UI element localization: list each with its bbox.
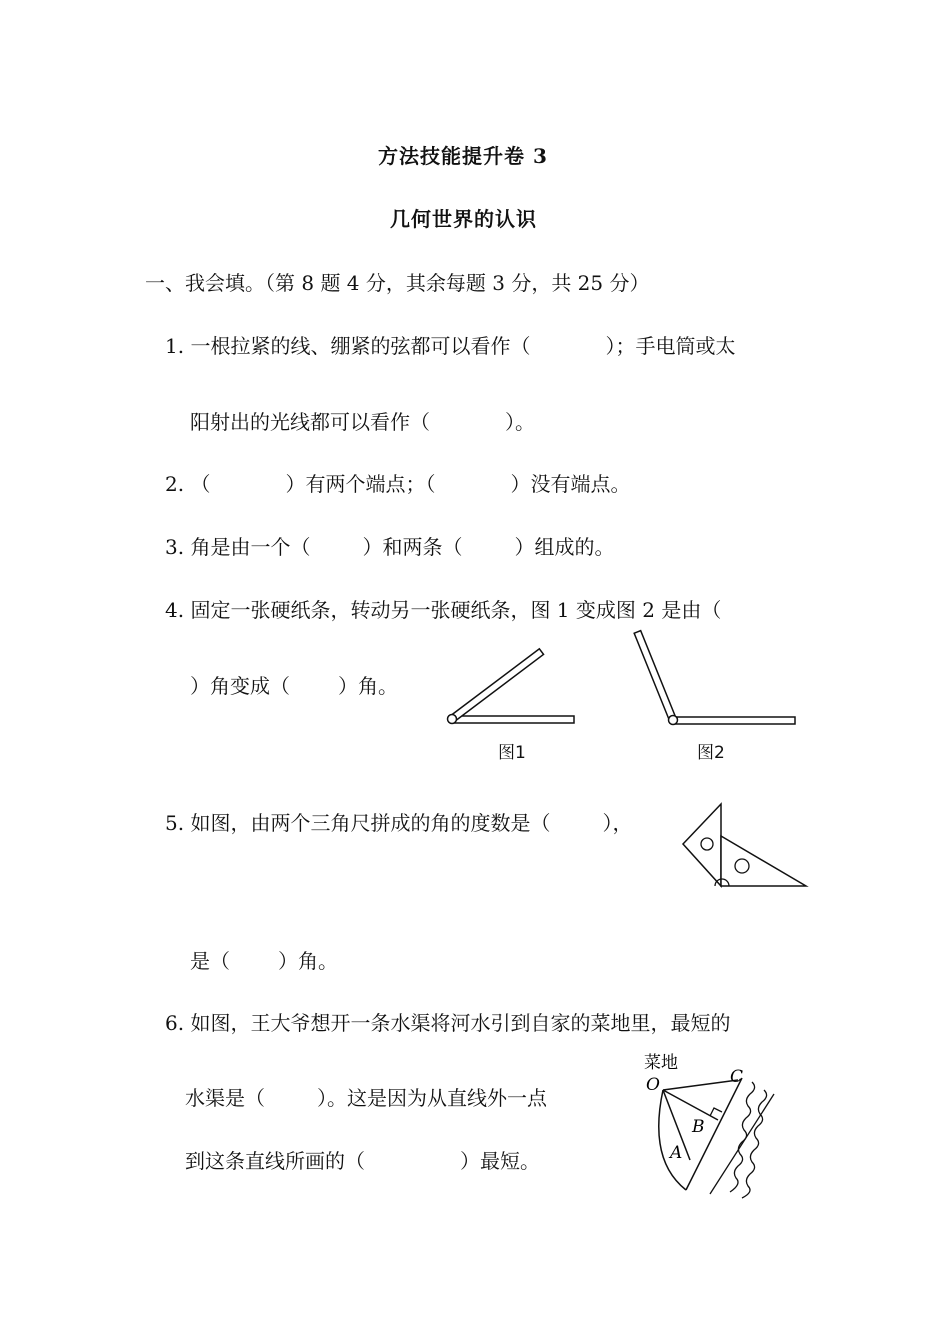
q5-text-c: 是（	[190, 949, 230, 973]
q2-text-c: ）没有端点。	[510, 472, 631, 496]
question-6-line3	[185, 1145, 540, 1174]
q6-text-b: ）。这是因为从直线外一点	[317, 1086, 547, 1110]
field-river-figure	[630, 1050, 780, 1200]
page-title: 方法技能提升卷 3	[378, 144, 548, 168]
q3-text-b: ）和两条（	[362, 535, 463, 559]
point-b-label: B	[692, 1117, 705, 1137]
question-5-line1	[165, 807, 632, 836]
q6-text-a: 水渠是（	[185, 1086, 265, 1110]
question-6-line2	[185, 1082, 547, 1111]
q5-text-b: ），	[602, 811, 633, 835]
q3-text-c: ）组成的。	[514, 535, 615, 559]
q4-text-a: ）角变成（	[190, 674, 290, 698]
section-heading: 一、我会填。（第 8 题 4 分，其余每题 3 分，共 25 分）	[145, 271, 650, 295]
figure-2-label: 图2	[697, 743, 725, 763]
figure-title-text: 菜地	[644, 1053, 678, 1073]
question-4-line1: 4. 固定一张硬纸条，转动另一张硬纸条，图 1 变成图 2 是由（	[165, 598, 722, 622]
set-squares-figure	[680, 800, 810, 890]
question-5-line2	[190, 945, 338, 974]
point-a-label: A	[670, 1143, 683, 1163]
figure-2-angle	[625, 628, 805, 738]
q3-text-a: 3. 角是由一个（	[165, 535, 311, 559]
question-2	[165, 468, 630, 497]
q5-text-d: ）角。	[278, 949, 338, 973]
point-o-label: O	[646, 1075, 660, 1095]
question-1-line2	[190, 406, 535, 435]
figure-1-angle	[440, 655, 580, 735]
question-1-line1	[165, 330, 735, 359]
q6-text-c: 到这条直线所画的（	[185, 1149, 365, 1173]
q1-text-b: ）；手电筒或太	[605, 334, 736, 358]
page-subtitle: 几何世界的认识	[390, 207, 537, 231]
question-3	[165, 531, 614, 560]
figure-1-label: 图1	[498, 743, 526, 763]
q6-text-d: ）最短。	[460, 1149, 540, 1173]
question-6-line1: 6. 如图，王大爷想开一条水渠将河水引到自家的菜地里，最短的	[165, 1011, 731, 1035]
q5-text-a: 5. 如图，由两个三角尺拼成的角的度数是（	[165, 811, 551, 835]
q1-text-c: 阳射出的光线都可以看作（	[190, 410, 430, 434]
q2-text-a: 2. （	[165, 472, 211, 496]
q2-text-b: ）有两个端点；（	[285, 472, 436, 496]
q1-text-a: 1. 一根拉紧的线、绷紧的弦都可以看作（	[165, 334, 531, 358]
q1-text-d: ）。	[505, 410, 535, 434]
question-4-line2	[190, 670, 398, 699]
point-c-label: C	[730, 1067, 744, 1087]
q4-text-b: ）角。	[338, 674, 398, 698]
